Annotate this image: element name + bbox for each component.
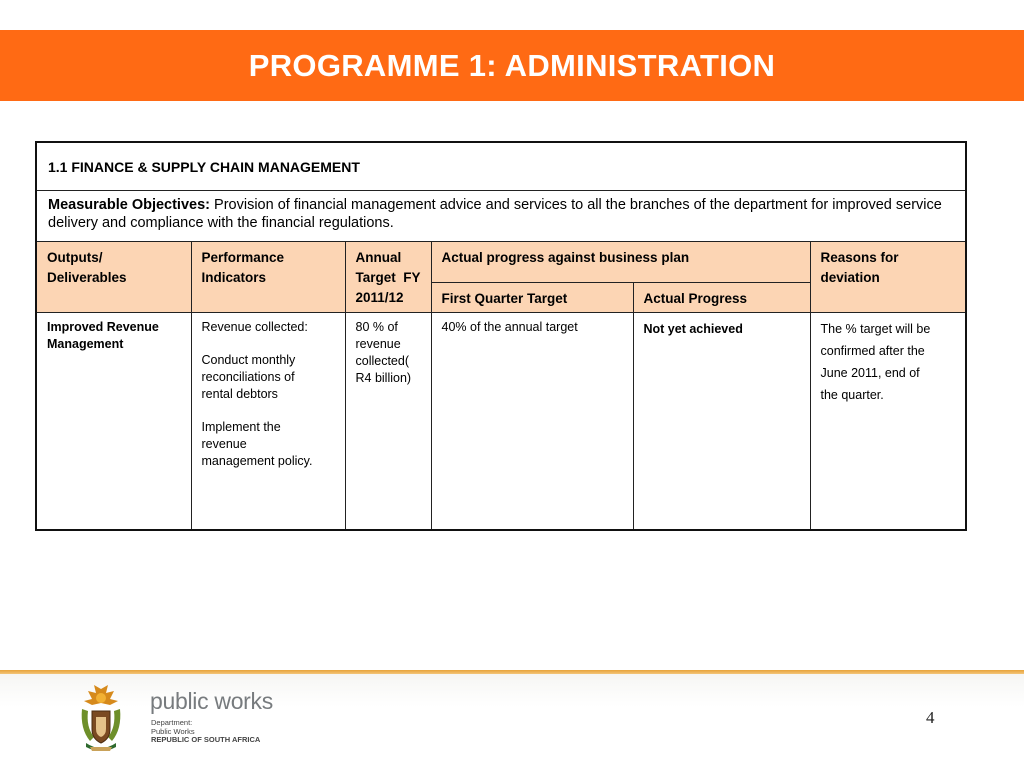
indicator-line: reconciliations of (201, 370, 295, 384)
header-progress-label: Actual progress against business plan (441, 250, 690, 265)
annual-target-line: R4 billion) (355, 371, 412, 385)
header-indicators-line: Performance (201, 250, 285, 265)
header-annual-target-line: 2011/12 (355, 290, 404, 305)
page-number: 4 (926, 708, 935, 727)
objective-text: Provision of financial management advice and services to all the branches of the department for improved service delivery and compliance with the financial regulations. (48, 197, 942, 231)
section-row (36, 142, 966, 191)
first-quarter-cell (431, 313, 633, 531)
objective-cell (36, 191, 966, 242)
header-annual-target-line: Target FY (355, 270, 421, 285)
header-reasons-line: deviation (820, 270, 880, 285)
header-actual-progress (633, 283, 810, 313)
indicator-item (202, 419, 335, 470)
logo-country: REPUBLIC OF SOUTH AFRICA (151, 735, 261, 744)
logo-line: Department: (151, 718, 193, 727)
deviation-line: The % target will be (820, 322, 931, 336)
annual-target-line: collected( (355, 354, 409, 368)
slide-title: PROGRAMME 1: ADMINISTRATION (248, 47, 776, 83)
header-annual-target-line: Annual (355, 250, 402, 265)
objective-row (36, 191, 966, 242)
actual-progress-text: Not yet achieved (643, 322, 743, 336)
indicator-line: Conduct monthly (201, 353, 296, 367)
actual-progress-cell (633, 313, 810, 531)
logo-wordmark: public works (150, 688, 273, 714)
deviation-cell (810, 313, 966, 531)
deviation-line: June 2011, end of (820, 366, 920, 380)
header-reasons (810, 242, 966, 313)
header-progress (431, 242, 810, 283)
deviation-line: the quarter. (820, 388, 884, 402)
indicators-cell (191, 313, 345, 531)
indicator-line: Implement the (201, 420, 281, 434)
logo-subtitle (151, 719, 260, 745)
header-indicators (191, 242, 345, 313)
header-first-quarter (431, 283, 633, 313)
annual-target-line: revenue (355, 337, 401, 351)
header-reasons-line: Reasons for (820, 250, 899, 265)
indicator-line: Revenue collected: (201, 320, 308, 334)
output-line: Improved Revenue (47, 320, 159, 334)
logo-line: Public Works (151, 726, 195, 736)
indicator-item (202, 352, 335, 403)
indicator-item (202, 319, 335, 336)
header-actual-progress-label: Actual Progress (643, 290, 748, 306)
header-indicators-line: Indicators (201, 270, 267, 285)
header-outputs (36, 242, 191, 313)
header-annual-target (345, 242, 431, 313)
objective-label: Measurable Objectives: (48, 197, 210, 213)
programme-table (35, 141, 967, 531)
header-outputs-line: Outputs/ (47, 250, 103, 265)
first-quarter-text: 40% of the annual target (441, 320, 578, 334)
output-cell (36, 313, 191, 531)
coat-of-arms-icon (74, 683, 128, 755)
title-bar (0, 30, 1024, 101)
indicator-line: management policy. (201, 454, 313, 468)
annual-target-cell (345, 313, 431, 531)
header-outputs-line: Deliverables (47, 270, 127, 285)
output-line: Management (47, 337, 124, 351)
deviation-line: confirmed after the (820, 344, 925, 358)
indicator-line: revenue (201, 437, 247, 451)
section-title: 1.1 FINANCE & SUPPLY CHAIN MANAGEMENT (36, 142, 966, 191)
header-first-quarter-label: First Quarter Target (441, 290, 568, 306)
indicator-line: rental debtors (201, 387, 278, 401)
header-row (36, 242, 966, 283)
table-row (36, 313, 966, 531)
annual-target-line: 80 % of (355, 320, 398, 334)
